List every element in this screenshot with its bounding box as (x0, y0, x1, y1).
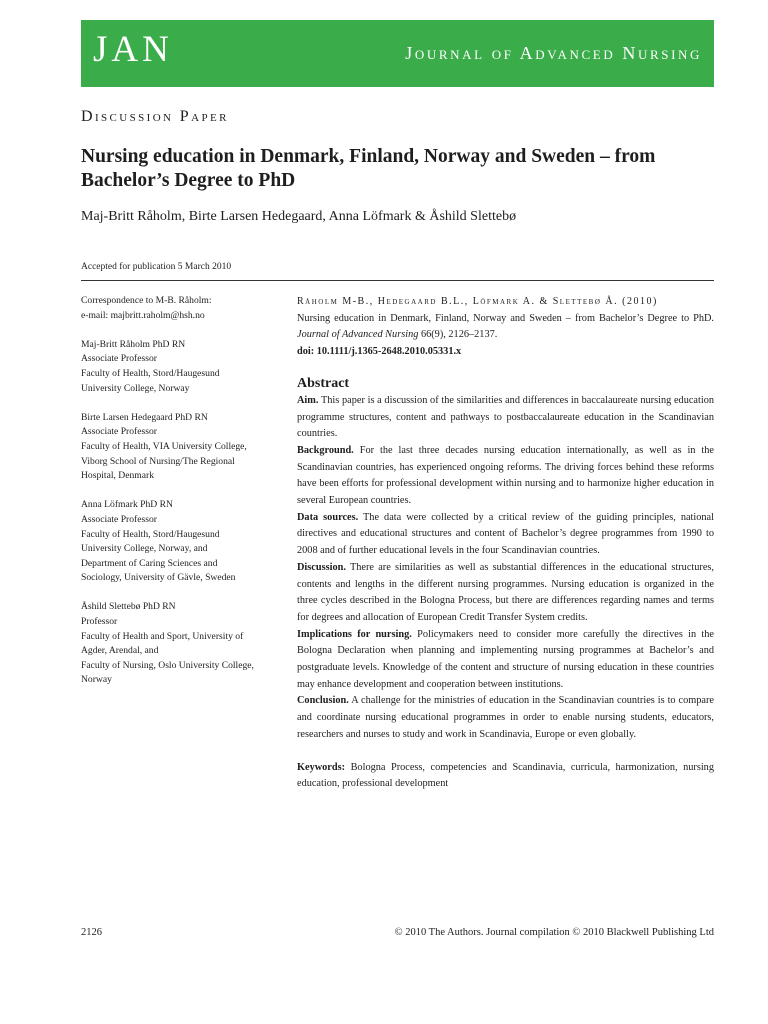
abstract-section-label: Discussion. (297, 561, 346, 573)
abstract-section (297, 693, 714, 743)
accepted-date: Accepted for publication 5 March 2010 (81, 262, 232, 272)
abstract-section-label: Aim. (297, 394, 319, 406)
abstract-section-label: Data sources. (297, 511, 359, 523)
affiliation-line: Norway (81, 674, 112, 686)
citation-text: Nursing education in Denmark, Finland, Norway and Sweden – from Bachelor’s Degree to PhD. (297, 312, 714, 324)
journal-name: Journal of Advanced Nursing (405, 43, 702, 63)
affiliation-line: Correspondence to M-B. Råholm: (81, 295, 212, 306)
abstract-section (297, 560, 714, 627)
affiliation-line: Faculty of Nursing, Oslo University College, (81, 659, 254, 671)
affiliation-line: University College, Norway (81, 382, 190, 394)
main-column (297, 294, 714, 793)
affiliation-line: Faculty of Health, VIA University College, (81, 440, 247, 452)
affiliation-line: Viborg School of Nursing/The Regional (81, 455, 235, 467)
affiliation-line: Åshild Slettebø PhD RN (81, 601, 176, 613)
paper-title: Nursing education in Denmark, Finland, Norway and Sweden – from Bachelor’s Degree to PhD (81, 146, 656, 191)
affiliation-line: Faculty of Health, Stord/Haugesund (81, 367, 220, 379)
affiliation-line: University College, Norway, and (81, 543, 208, 555)
section-label: Discussion Paper (81, 108, 229, 125)
affiliation-line: Maj-Britt Råholm PhD RN (81, 338, 186, 350)
correspondence-block (81, 294, 281, 323)
affiliation-line: Faculty of Health and Sport, University of (81, 630, 244, 642)
abstract-section (297, 393, 714, 443)
affiliation-line: Professor (81, 616, 118, 628)
keywords-text: Bologna Process, competencies and Scandinavia, curricula, harmonization, nursing education, professional development (297, 761, 714, 790)
abstract-heading: Abstract (297, 375, 350, 391)
citation-journal: Journal of Advanced Nursing (297, 329, 419, 341)
affiliation-line: Hospital, Denmark (81, 470, 155, 482)
copyright-notice: © 2010 The Authors. Journal compilation © 2010 Blackwell Publishing Ltd (394, 927, 714, 938)
affiliation-line: Associate Professor (81, 353, 157, 365)
citation-doi[interactable]: doi: 10.1111/j.1365-2648.2010.05331.x (297, 346, 462, 358)
affiliation-line: Agder, Arendal, and (81, 645, 159, 657)
author-list: Maj-Britt Råholm, Birte Larsen Hedegaard, Anna Löfmark & Åshild Slettebø (81, 209, 517, 224)
citation-authors: Råholm M-B., Hedegaard B.L., Löfmark A. & Slettebø Å. (2010) (297, 296, 658, 307)
correspondence-email[interactable]: e-mail: majbritt.raholm@hsh.no (81, 309, 205, 321)
affiliation-line: Faculty of Health, Stord/Haugesund (81, 528, 220, 540)
affiliation-line: Department of Caring Sciences and (81, 557, 218, 569)
abstract-section (297, 627, 714, 694)
affiliation-line: Associate Professor (81, 426, 157, 438)
abstract-section-label: Background. (297, 444, 354, 456)
abstract-section (297, 443, 714, 510)
affiliation-line: Anna Löfmark PhD RN (81, 499, 173, 511)
affiliations-column (81, 294, 281, 703)
citation-issue-pages: (9), 2126–2137. (431, 329, 498, 341)
abstract-section-text: This paper is a discussion of the similarities and differences in baccalaureate nursing education programme structures, content and pathways to postbaccalaureate education in the Scandinavian countries. (297, 394, 715, 440)
abstract-section-label: Conclusion. (297, 695, 349, 707)
abstract-section-text: For the last three decades nursing education internationally, as well as in the Scandinavian countries, has experienced ongoing reforms. The driving forces behind these reforms have been efforts for professional development within nursing and to harmonize higher education in several European countries. (297, 444, 714, 507)
page-number: 2126 (81, 927, 102, 938)
citation-volume: 66 (420, 329, 432, 341)
journal-abbreviation: JAN (93, 29, 173, 70)
affiliation-line: Sociology, University of Gävle, Sweden (81, 572, 236, 584)
affiliation-line: Associate Professor (81, 513, 157, 525)
abstract-section-text: Policymakers need to consider more carefully the directives in the Bologna Declaration when planning and implementing nursing programmes at Bachelor’s and postgraduate levels. Knowledge of the content and structure of nursing education in these countries may enhance development and cooperation between institutions. (297, 628, 715, 690)
affiliation-line: Birte Larsen Hedegaard PhD RN (81, 411, 208, 423)
affiliation-block (81, 338, 281, 396)
affiliation-block (81, 411, 281, 484)
affiliation-block (81, 600, 281, 688)
abstract-section-text: A challenge for the ministries of education in the Scandinavian countries is to compare and coordinate nursing educational programmes in order to enable nursing students, educators, researchers and nurses to study and work in Scandinavia, Europe or even globally. (297, 695, 714, 740)
keywords (297, 760, 714, 793)
abstract-section-text: The data were collected by a critical review of the guiding principles, national directives and educational structures and content of Bachelor’s degree programmes from 1990 to 2008 and of further educational levels in the four Scandinavian countries. (297, 511, 714, 557)
affiliation-block (81, 498, 281, 586)
abstract-section (297, 510, 714, 560)
keywords-label: Keywords: (297, 761, 346, 773)
journal-banner (81, 20, 714, 87)
abstract-section-text: There are similarities as well as substantial differences in the educational structures, contents and lengths in the different nursing programmes. Nursing education is organized in the three cycles described in the Bologna Process, but there are differences regarding names and terms for degrees and allocation of European Credit Transfer System credits. (297, 561, 714, 623)
citation-block (297, 294, 714, 361)
header-divider (81, 280, 714, 281)
abstract-section-label: Implications for nursing. (297, 628, 412, 640)
